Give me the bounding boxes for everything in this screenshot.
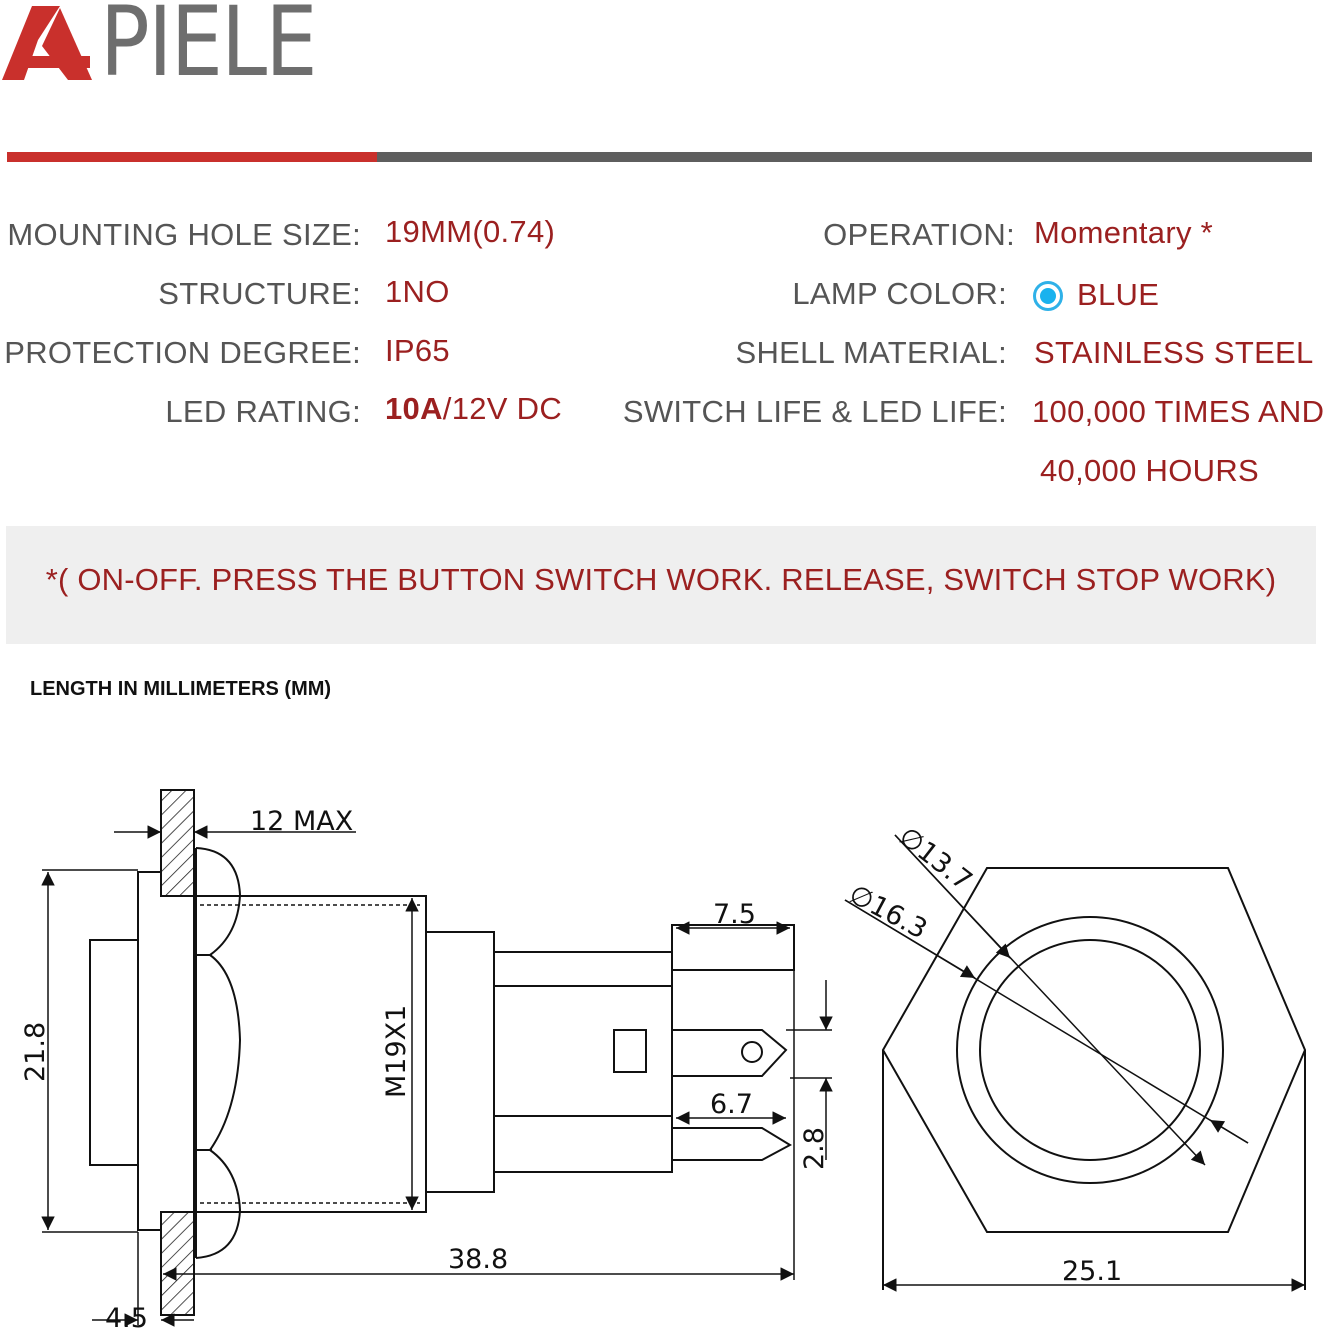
front-dimension-lines (845, 835, 1305, 1285)
spec-value-lamp-color: BLUE (1077, 277, 1160, 312)
spec-label-operation: OPERATION: (823, 217, 1015, 252)
spec-label-switch-life: SWITCH LIFE & LED LIFE: (622, 394, 1007, 429)
spec-value-mounting-hole: 19MM(0.74) (385, 214, 556, 249)
operation-note: *( ON-OFF. PRESS THE BUTTON SWITCH WORK. RELEASE, SWITCH STOP WORK) (45, 562, 1277, 597)
note-band (6, 526, 1316, 644)
dim-panel-thickness: 12 MAX (250, 806, 354, 837)
technical-drawing (0, 760, 1333, 1333)
divider-accent (7, 152, 377, 162)
dim-diameter-outer: ∅16.3 (843, 878, 933, 946)
dim-total-length: 38.8 (448, 1244, 509, 1275)
units-caption: LENGTH IN MILLIMETERS (MM) (30, 678, 332, 700)
spec-value-operation: Momentary * (1034, 215, 1214, 250)
dim-terminal-offset: 6.7 (710, 1089, 753, 1120)
spec-value-shell-material: STAINLESS STEEL (1034, 335, 1314, 370)
dim-terminal-width: 2.8 (799, 1127, 830, 1170)
spec-value-switch-life-2: 40,000 HOURS (1040, 453, 1259, 488)
spec-label-protection: PROTECTION DEGREE: (4, 335, 361, 370)
dim-height: 21.8 (20, 1021, 51, 1082)
spec-value-led-rating (385, 391, 562, 427)
dim-diameter-inner: ∅13.7 (892, 821, 978, 898)
spec-label-lamp-color: LAMP COLOR: (792, 276, 1007, 311)
brand-name: PIELE (100, 0, 316, 98)
dim-flange: 4.5 (105, 1303, 148, 1333)
spec-value-structure: 1NO (385, 274, 450, 309)
front-view (883, 868, 1305, 1290)
led-rating-rest: /12V DC (442, 391, 563, 426)
spec-label-mounting-hole: MOUNTING HOLE SIZE: (7, 217, 361, 252)
logo-mark-icon (0, 0, 110, 90)
dim-terminal-length: 7.5 (713, 899, 756, 930)
spec-label-shell-material: SHELL MATERIAL: (735, 335, 1007, 370)
dim-thread: M19X1 (381, 1004, 412, 1098)
spec-value-protection: IP65 (385, 333, 450, 368)
dim-hex-width: 25.1 (1062, 1256, 1123, 1287)
side-view (90, 790, 794, 1315)
blue-circle-icon (1033, 281, 1063, 311)
spec-value-switch-life-1: 100,000 TIMES AND (1032, 394, 1325, 429)
spec-label-structure: STRUCTURE: (158, 276, 361, 311)
brand-logo (0, 0, 340, 98)
led-rating-bold: 10A (385, 391, 443, 426)
header-divider (7, 152, 1312, 162)
divider-rest (377, 152, 1312, 162)
spec-label-led-rating: LED RATING: (165, 394, 361, 429)
